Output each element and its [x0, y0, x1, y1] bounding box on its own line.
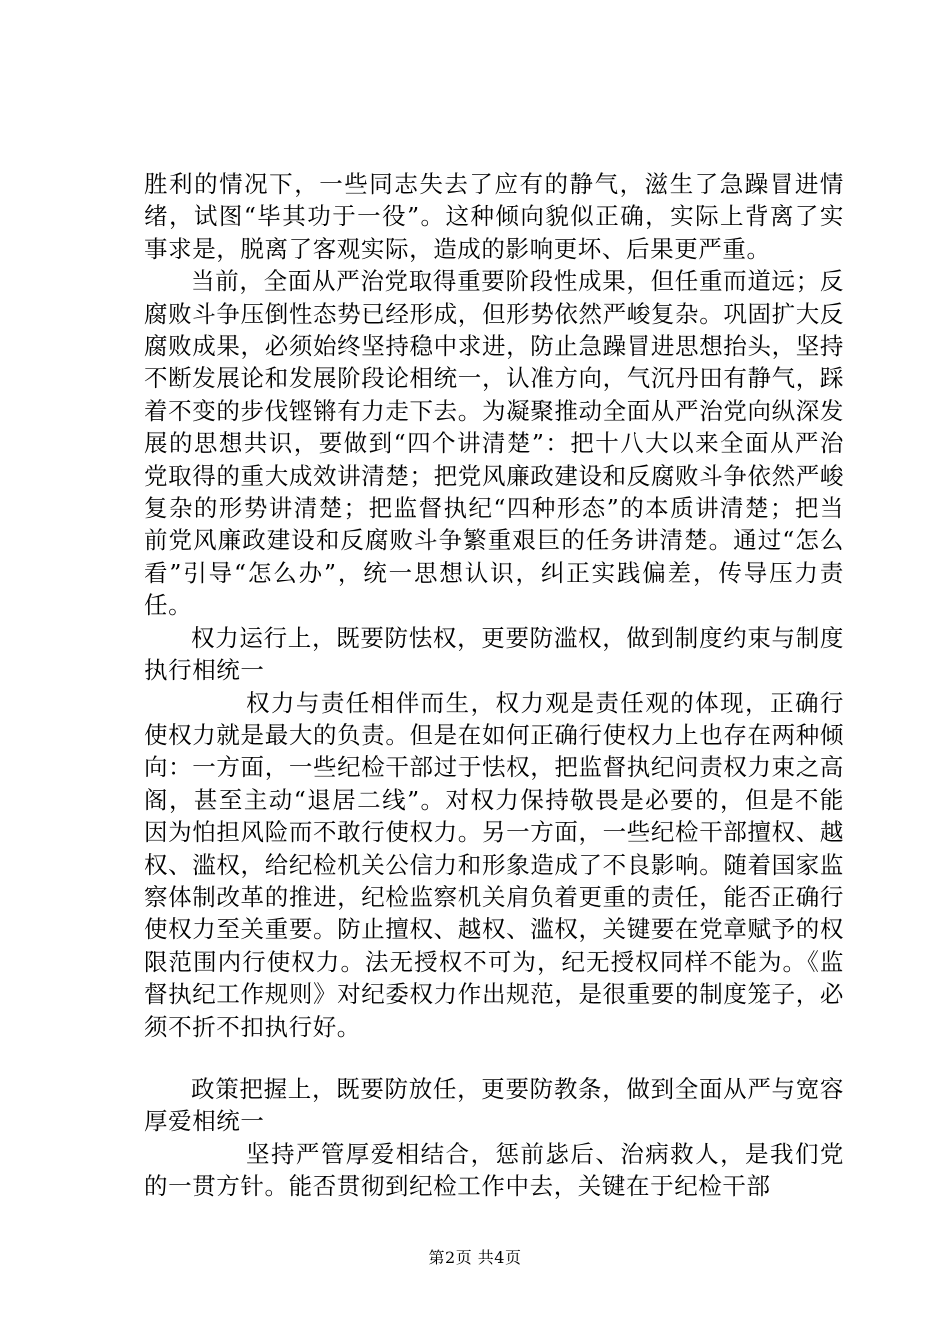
paragraph-power-responsibility: 权力与责任相伴而生，权力观是责任观的体现，正确行使权力就是最大的负责。但是在如何正确行使权力上也存在两种倾向：一方面，一些纪检干部过于怯权，把监督执纪问责权力束之高阁，甚至主动“退居二线”。对权力保持敬畏是必要的，但是不能因为怕担风险而不敢行使权力。另一方面，一些纪检干部擅权、越权、滥权，给纪检机关公信力和形象造成了不良影响。随着国家监察体制改革的推进，纪检监察机关肩负着更重的责任，能否正确行使权力至关重要。防止擅权、越权、滥权，关键要在党章赋予的权限范围内行使权力。法无授权不可为，纪无授权同样不能为。《监督执纪工作规则》对纪委权力作出规范，是很重要的制度笼子，必须不折不扣执行好。	[144, 688, 844, 1041]
page-footer: 第2页 共4页	[428, 1248, 522, 1267]
section-heading-power-operation: 权力运行上，既要防怯权，更要防滥权，做到制度约束与制度执行相统一	[144, 623, 844, 685]
paragraph-strict-care: 坚持严管厚爱相结合，惩前毖后、治病救人，是我们党的一贯方针。能否贯彻到纪检工作中去，关键在于纪检干部	[144, 1139, 844, 1201]
paragraph-continuation: 胜利的情况下，一些同志失去了应有的静气，滋生了急躁冒进情绪，试图“毕其功于一役”。这种倾向貌似正确，实际上背离了实事求是，脱离了客观实际，造成的影响更坏、后果更严重。	[144, 170, 844, 263]
paragraph-four-clarifications: 当前，全面从严治党取得重要阶段性成果，但任重而道远；反腐败斗争压倒性态势已经形成，但形势依然严峻复杂。巩固扩大反腐败成果，必须始终坚持稳中求进，防止急躁冒进思想抬头，坚持不断发展论和发展阶段论相统一，认准方向，气沉丹田有静气，踩着不变的步伐铿锵有力走下去。为凝聚推动全面从严治党向纵深发展的思想共识，要做到“四个讲清楚”：把十八大以来全面从严治党取得的重大成效讲清楚；把党风廉政建设和反腐败斗争依然严峻复杂的形势讲清楚；把监督执纪“四种形态”的本质讲清楚；把当前党风廉政建设和反腐败斗争繁重艰巨的任务讲清楚。通过“怎么看”引导“怎么办”，统一思想认识，纠正实践偏差，传导压力责任。	[144, 267, 844, 620]
section-heading-policy: 政策把握上，既要防放任，更要防教条，做到全面从严与宽容厚爱相统一	[144, 1074, 844, 1136]
document-body	[144, 168, 844, 1203]
